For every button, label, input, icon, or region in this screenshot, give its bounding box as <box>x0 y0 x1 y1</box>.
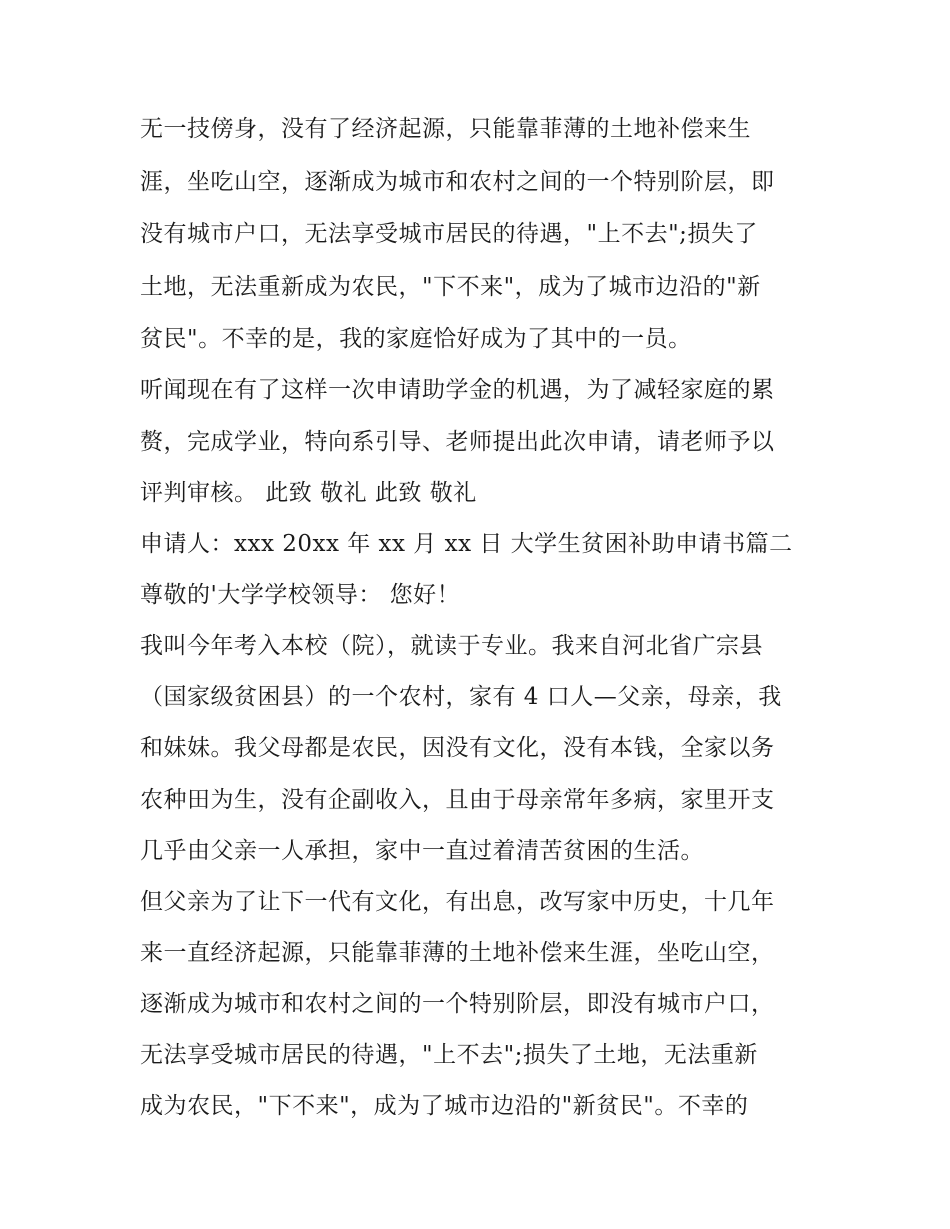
text-line: 没有城市户口，无法享受城市居民的待遇，"上不去";损失了 <box>140 221 758 247</box>
text-line: 几乎由父亲一人承担，家中一直过着清苦贫困的生活。 <box>140 838 704 864</box>
text-line: 逐渐成为城市和农村之间的一个特别阶层，即没有城市户口， <box>140 991 775 1017</box>
text-line: 我叫今年考入本校（院），就读于专业。我来自河北省广宗县 <box>140 633 763 659</box>
text-line: 听闻现在有了这样一次申请助学金的机遇，为了减轻家庭的累 <box>140 377 775 403</box>
text-line: 和妹妹。我父母都是农民，因没有文化，没有本钱，全家以务 <box>140 735 775 761</box>
text-line: 评判审核。 此致 敬礼 此致 敬礼 <box>140 480 477 506</box>
text-line: 赘，完成学业，特向系引导、老师提出此次申请，请老师予以 <box>140 429 775 455</box>
text-line: （国家级贫困县）的一个农村，家有 4 口人—父亲，母亲，我 <box>140 684 782 710</box>
text-line: 涯，坐吃山空，逐渐成为城市和农村之间的一个特别阶层，即 <box>140 169 775 195</box>
text-line: 农种田为生，没有企副收入，且由于母亲常年多病，家里开支 <box>140 787 775 813</box>
text-line: 无一技傍身，没有了经济起源，只能靠菲薄的土地补偿来生 <box>140 116 751 142</box>
text-line: 尊敬的'大学学校领导： 您好！ <box>140 582 461 608</box>
text-line: 来一直经济起源，只能靠菲薄的土地补偿来生涯，坐吃山空， <box>140 940 775 966</box>
text-line: 申请人：xxx 20xx 年 xx 月 xx 日 大学生贫困补助申请书篇二 <box>140 531 793 557</box>
text-line: 但父亲为了让下一代有文化，有出息，改写家中历史，十几年 <box>140 889 775 915</box>
text-line: 成为农民，"下不来"，成为了城市边沿的"新贫民"。不幸的 <box>140 1093 749 1119</box>
text-line: 贫民"。不幸的是，我的家庭恰好成为了其中的一员。 <box>140 326 692 352</box>
text-line: 无法享受城市居民的待遇，"上不去";损失了土地，无法重新 <box>140 1042 758 1068</box>
text-line: 土地，无法重新成为农民，"下不来"，成为了城市边沿的"新 <box>140 274 761 300</box>
